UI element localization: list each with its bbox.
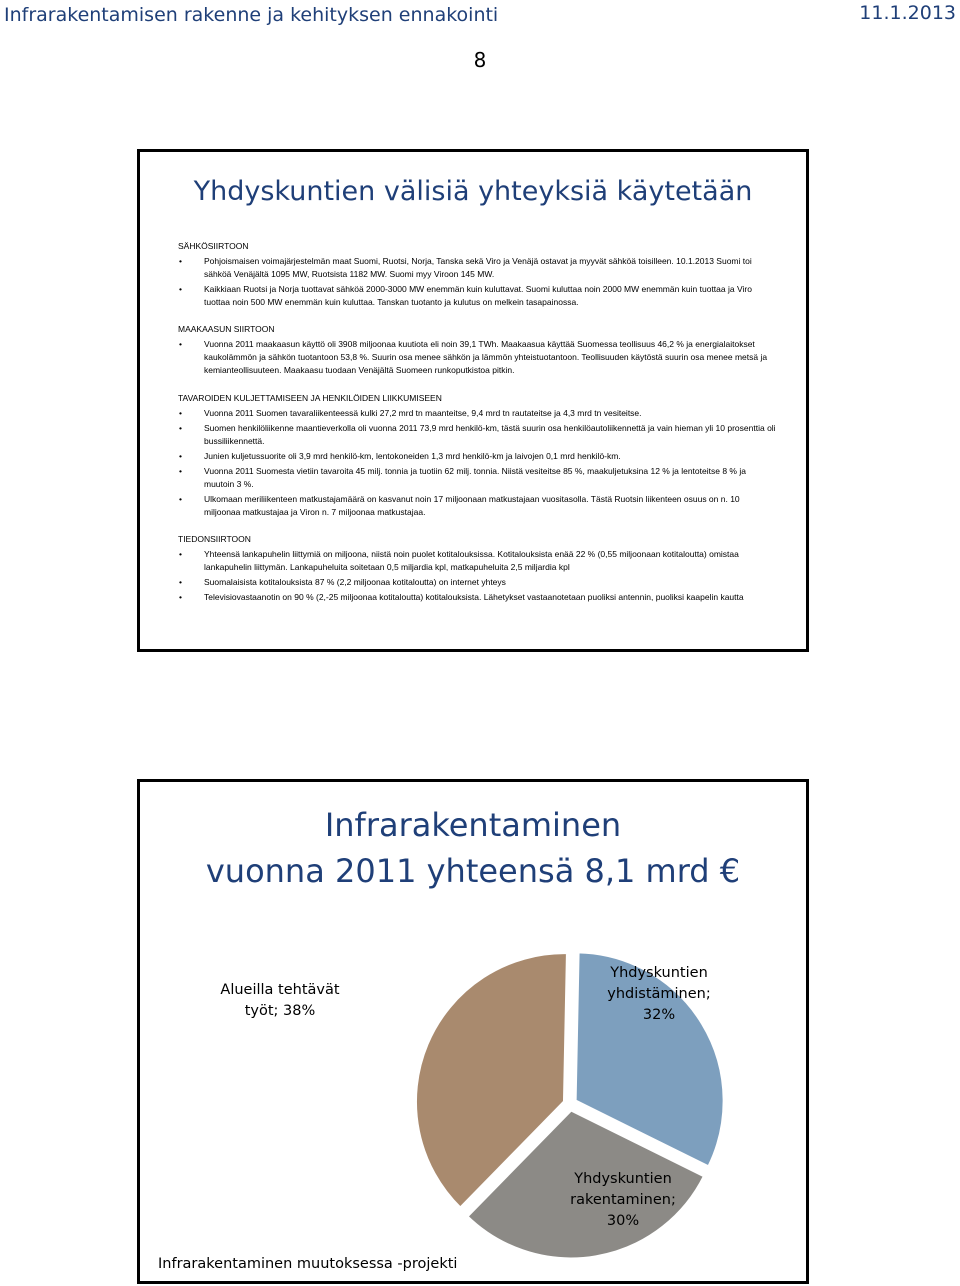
bullet-item: • Yhteensä lankapuhelin liittymiä on miljoona, niistä noin puolet kotitalouksissa. Kotitalouksista enää 22 % (0,55 miljoonaan kotitaloutta) omistaa lankapuhelin liittymän. Lankapuheluita soitetaan 0,5 miljardia kpl, matkapuheluita 2,5 miljardia kpl (178, 548, 778, 574)
bullet-item: • Ulkomaan meriliikenteen matkustajamäärä on kasvanut noin 17 miljoonaan matkustajaan vuositasolla. Tästä Ruotsin liikenteen osuus on n. 10 miljoonaa matkustajaa ja Viron n. 7 miljoonaa matkustajaa. (178, 493, 778, 519)
pie-label-line: rakentaminen; (570, 1192, 676, 1208)
pie-label-community-construction (548, 1169, 698, 1232)
slide-title-line1: Infrarakentaminen (324, 806, 622, 844)
section-heading: SÄHKÖSIIRTOON (178, 241, 249, 251)
pie-label-line: 30% (606, 1213, 640, 1229)
bullet-item: • Vuonna 2011 Suomen tavaraliikenteessä kulki 27,2 mrd tn maanteitse, 9,4 mrd tn rautateitse ja 4,3 mrd tn vesiteitse. (178, 407, 778, 420)
bullet-item: • Kaikkiaan Ruotsi ja Norja tuottavat sähköä 2000-3000 MW enemmän kuin kuluttavat. Suomi kuluttaa noin 2000 MW enemmän kuin tuottaa ja Viro tuottaa noin 500 MW enemmän kuin kuluttaa. Tanskan tuotanto ja kulutus on melkein tasapainossa. (178, 283, 778, 309)
section-electricity (178, 240, 778, 311)
bullet-list (178, 338, 778, 377)
pie-label-line: Yhdyskuntien (610, 965, 708, 981)
pie-label-line: työt; 38% (244, 1003, 316, 1019)
slide-footer: Infrarakentaminen muutoksessa -projekti (158, 1256, 458, 1272)
pie-label-line: 32% (642, 1007, 676, 1023)
pie-label-line: Yhdyskuntien (574, 1171, 672, 1187)
section-transport (178, 392, 778, 521)
bullet-list (178, 407, 778, 519)
pie-label-regional-works (210, 980, 350, 1022)
bullet-item: • Televisiovastaanotin on 90 % (2,-25 miljoonaa kotitaloutta) kotitalouksista. Lähetykset vastaanotetaan puoliksi antennin, puoliksi kaapelin kautta (178, 591, 778, 604)
section-data-transfer (178, 533, 778, 606)
section-heading: MAAKAASUN SIIRTOON (178, 324, 275, 334)
bullet-item: • Vuonna 2011 Suomesta vietiin tavaroita 45 milj. tonnia ja tuotiin 62 milj. tonnia. Niistä vesiteitse 85 %, maakuljetuksina 12 % ja lentoteitse 8 % ja muutoin 3 %. (178, 465, 778, 491)
bullet-item: • Suomen henkilöliikenne maantieverkolla oli vuonna 2011 73,9 mrd henkilö-km, tästä suurin osa henkilöautoliikennettä ja vain hieman yli 10 prosenttia oli bussiliikennettä. (178, 422, 778, 448)
document-header-title: Infrarakentamisen rakenne ja kehityksen ennakointi (4, 4, 499, 26)
pie-label-line: yhdistäminen; (607, 986, 711, 1002)
section-heading: TAVAROIDEN KULJETTAMISEEN JA HENKILÖIDEN LIIKKUMISEEN (178, 393, 442, 403)
pie-label-line: Alueilla tehtävät (220, 982, 340, 998)
section-heading: TIEDONSIIRTOON (178, 534, 251, 544)
section-natural-gas (178, 323, 778, 379)
bullet-item: • Pohjoismaisen voimajärjestelmän maat Suomi, Ruotsi, Norja, Tanska sekä Viro ja Venäjä ostavat ja myyvät sähköä toisilleen. 10.1.2013 Suomi toi sähköä Venäjältä 1095 MW, Ruotsista 1182 MW. Suomi myy Viroon 145 MW. (178, 255, 778, 281)
slide-title: Yhdyskuntien välisiä yhteyksiä käytetään (193, 176, 753, 207)
page-number: 8 (473, 48, 487, 72)
slide-connections (137, 149, 809, 652)
bullet-item: • Suomalaisista kotitalouksista 87 % (2,2 miljoonaa kotitaloutta) on internet yhteys (178, 576, 778, 589)
bullet-item: • Junien kuljetussuorite oli 3,9 mrd henkilö-km, lentokoneiden 1,3 mrd henkilö-km ja laivojen 0,1 mrd henkilö-km. (178, 450, 778, 463)
bullet-list (178, 255, 778, 309)
document-header-date: 11.1.2013 (859, 2, 956, 24)
bullet-list (178, 548, 778, 604)
slide-infrastructure-pie (137, 779, 809, 1284)
pie-label-community-connection (584, 963, 734, 1026)
bullet-item: • Vuonna 2011 maakaasun käyttö oli 3908 miljoonaa kuutiota eli noin 39,1 TWh. Maakaasua käyttää Suomessa teollisuus 46,2 % ja energialaitokset kaukolämmön ja sähkön tuotantoon 53,8 %. Suurin osa menee sähkön ja lämmön yhteistuotantoon. Teollisuuden käytöstä suurin osa menee metsä ja kemianteollisuuteen. Maakaasu tuodaan Venäjältä Suomeen runkoputkistoa pitkin. (178, 338, 778, 377)
slide-title-line2: vuonna 2011 yhteensä 8,1 mrd € (205, 852, 741, 890)
slide-title (140, 802, 806, 894)
